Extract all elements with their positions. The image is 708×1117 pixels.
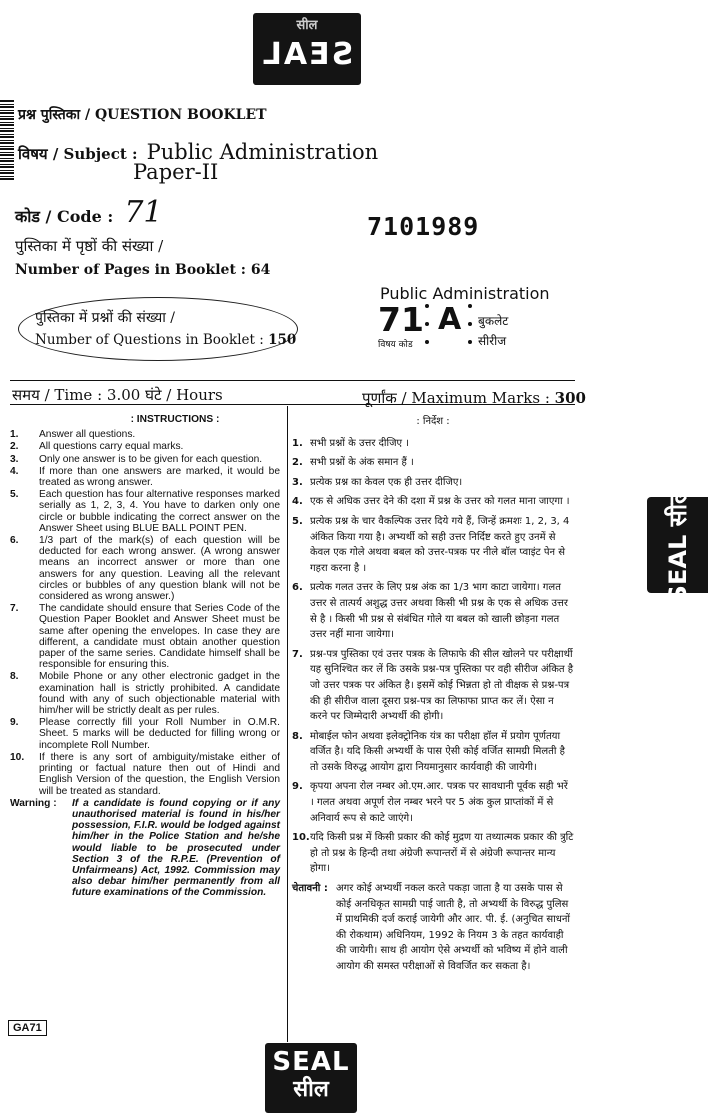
pages-label: Number of Pages in Booklet : (15, 262, 246, 278)
barcode-strip (0, 100, 14, 180)
code-panel-subject: Public Administration (380, 284, 550, 303)
separator-dot (425, 340, 429, 344)
hindi-instruction-item: 2. सभी प्रश्नों के अंक समान हैं । (292, 457, 414, 469)
code-label: कोड / Code : (15, 207, 114, 226)
hindi-warning (292, 881, 574, 975)
hindi-instruction-item: 6. प्रत्येक गलत उत्तर के लिए प्रश्न अंक का 1/3 भाग काटा जायेगा। गलत उत्तर से तात्पर्य अशुद्ध उत्तर अथवा किसी भी प्रश्न के एक से अधिक उत्तर से है । किसी भी प्रश्न से संबंधित गोले या बबल को खाली छोड़ना गलत उत्तर नहीं माना जायेगा। (292, 582, 569, 641)
hindi-instruction-item: 1. सभी प्रश्नों के उत्तर दीजिए । (292, 437, 410, 449)
code-line (15, 195, 163, 230)
divider (10, 380, 575, 381)
instruction-item: 3. Only one answer is to be given for each question. (10, 453, 263, 465)
separator-dot (468, 304, 472, 308)
questions-label-hindi: पुस्तिका में प्रश्नों की संख्या / (35, 310, 175, 326)
time-value: 3.00 घंटे / Hours (106, 386, 223, 404)
booklet-hindi-label: बुकलेट (478, 314, 509, 328)
hindi-warning-label: चेतावनी : (292, 883, 328, 895)
pages-label-hindi: पुस्तिका में पृष्ठों की संख्या / (15, 237, 164, 255)
footer-code: GA71 (8, 1020, 47, 1036)
code-panel-code: 71 (378, 300, 424, 339)
serial-number: 7101989 (367, 212, 480, 241)
questions-label-english (35, 332, 296, 348)
code-panel-series: A (438, 302, 462, 337)
instruction-item: 9. Please correctly fill your Roll Number in O.M.R. Sheet. 5 marks will be deducted for filling wrong or incomplete Roll Number. (10, 717, 280, 751)
hindi-instruction-item: 4. एक से अधिक उत्तर देने की दशा में प्रश्न के उत्तर को गलत माना जाएगा । (292, 496, 570, 508)
subject-label: विषय / Subject : (18, 145, 138, 163)
hindi-instruction-item: 7. प्रश्न-पत्र पुस्तिका एवं उत्तर पत्रक के लिफाफे की सील खोलने पर परीक्षार्थी यह सुनिश्चित कर लें कि उसके प्रश्न-पत्र पुस्तिका पर वही सीरीज अंकित है जो उत्तर पत्रक पर अंकित है। इसमें कोई भिन्नता हो तो वीक्षक से प्रश्न-पत्र की ही सीरीज वाला दूसरा प्रश्न-पत्र का लिफाफा प्राप्त कर लें। ऐसा न करने पर जिम्मेदारी अभ्यर्थी की होगी। (292, 648, 574, 723)
hindi-instruction-item: 8. मोबाईल फोन अथवा इलेक्ट्रोनिक यंत्र का परीक्षा हॉल में प्रयोग पूर्णतया वर्जित है। यदि किसी अभ्यर्थी के पास ऐसी कोई वर्जित सामग्री मिलती है तो उसके विरुद्ध आयोग द्वारा नियमानुसार कार्यवाही की जायेगी। (292, 730, 565, 773)
instruction-item: 4. If more than one answers are marked, it would be treated as wrong answer. (10, 465, 280, 489)
code-value: 71 (124, 195, 163, 230)
separator-dot (425, 322, 429, 326)
instructions-hindi (292, 414, 574, 975)
instructions-english (10, 414, 280, 899)
booklet-label: प्रश्न पुस्तिका / QUESTION BOOKLET (18, 107, 267, 123)
seal-stamp-bottom (265, 1043, 357, 1113)
instruction-item: 6. 1/3 part of the mark(s) of each question will be deducted for each wrong answer. (A wrong answer means an incorrect answer or more than one answers for any question. Leaving all the relevant circles or bubbles of any question blank will not be considered as wrong answer.) (10, 535, 280, 603)
warning-text: If a candidate is found copying or if any unauthorised material is found in his/her possession, F.I.R. would be lodged against him/her in the Police Station and he/she would liable to be prosecuted under Section 3 of the R.P.E. (Prevention of Unfairmeans) Act, 1992. Commission may also debar him/her permanently from all future examinations of the Commission. (72, 797, 280, 899)
pages-label-english (15, 262, 270, 278)
hindi-instruction-item: 3. प्रत्येक प्रश्न का केवल एक ही उत्तर दीजिए। (292, 476, 463, 488)
marks-label: पूर्णांक / Maximum Marks : (362, 389, 550, 407)
questions-label: Number of Questions in Booklet : (35, 332, 264, 348)
series-hindi-label: सीरीज (478, 334, 507, 348)
separator-dot (468, 340, 472, 344)
instruction-item: 1. Answer all questions. (10, 429, 136, 441)
subject-code-hindi-label: विषय कोड (378, 340, 413, 350)
separator-dot (468, 322, 472, 326)
hindi-instruction-item: 10. यदि किसी प्रश्न में किसी प्रकार की कोई मुद्रण या तथ्यात्मक प्रकार की त्रुटि हो तो प्रश्न के हिन्दी तथा अंग्रेजी रूपान्तरों में से अंग्रेजी रूपान्तर मान्य होगा। (292, 832, 574, 875)
marks-value: 300 (554, 389, 586, 407)
seal-stamp-side (647, 487, 708, 603)
instruction-item: 2. All questions carry equal marks. (10, 441, 184, 453)
instructions-title: : INSTRUCTIONS : (130, 414, 220, 425)
hindi-instruction-item: 5. प्रत्येक प्रश्न के चार वैकल्पिक उत्तर दिये गये हैं, जिन्हें क्रमशः 1, 2, 3, 4 अंकित किया गया है। अभ्यर्थी को सही उत्तर निर्दिष्ट करते हुए उनमें से केवल एक गोले अथवा बबल को उत्तर-पत्रक पर नीले बॉल प्वाइंट पेन से गहरा करना है । (292, 515, 570, 574)
seal-hindi: सील (293, 1077, 329, 1102)
separator-dot (425, 304, 429, 308)
time-label: समय / Time : (12, 386, 103, 404)
seal-stamp-top (253, 13, 361, 85)
subject-value: Public Administration (146, 140, 379, 164)
paper-name: Paper-II (133, 160, 219, 184)
marks-line (362, 388, 586, 408)
seal-english: SEAL (260, 37, 354, 72)
instruction-item: 5. Each question has four alternative responses marked serially as 1, 2, 3, 4. You have to darken only one circle or bubble indicating the correct answer on the Answer Sheet using BLUE BALL POINT PEN. (10, 489, 280, 534)
instruction-item: 10. If there is any sort of ambiguity/mistake either of printing or factual nature then out of Hindi and English Version of the question, the English Version will be treated as standard. (10, 751, 280, 797)
column-divider (287, 406, 288, 1042)
hindi-warning-text: अगर कोई अभ्यर्थी नकल करते पकड़ा जाता है या उसके पास से कोई अनधिकृत सामग्री पाई जाती है, तो अभ्यर्थी के विरुद्ध पुलिस में प्राथमिकी दर्ज कराई जायेगी और आर. पी. ई. (अनुचित साधनों की रोकथाम) अधिनियम, 1992 के नियम 3 के तहत कार्यवाही की जायेगी। साथ ही आयोग ऐसे अभ्यर्थी को भविष्य में होने वाली आयोग की समस्त परीक्षाओं से विवर्जित कर सकता है। (336, 883, 571, 972)
hindi-instruction-item: 9. कृपया अपना रोल नम्बर ओ.एम.आर. पत्रक पर सावधानी पूर्वक सही भरें । गलत अथवा अपूर्ण रोल नम्बर भरने पर 5 अंक कुल प्राप्तांकों में से अनिवार्य रूप से काटे जाएंगे। (292, 781, 568, 824)
seal-hindi: सील (296, 18, 318, 33)
questions-ellipse (18, 297, 298, 361)
warning (10, 798, 280, 899)
seal-english: SEAL (663, 534, 692, 603)
seal-english: SEAL (272, 1047, 350, 1077)
warning-label: Warning : (10, 797, 57, 809)
questions-value: 150 (268, 332, 297, 348)
hindi-instructions-title: : निर्देश : (416, 416, 450, 427)
instruction-item: 7. The candidate should ensure that Series Code of the Question Paper Booklet and Answer Sheet must be same after opening the envelopes. In case they are different, a candidate must obtain another question paper of the same series. Candidate himself shall be responsible for ensuring this. (10, 603, 280, 671)
divider (10, 404, 575, 405)
time-line (12, 385, 223, 405)
seal-hindi: सील (663, 487, 692, 527)
instruction-item: 8. Mobile Phone or any other electronic gadget in the examination hall is strictly prohibited. A candidate found with any of such objectionable material with him/her will be strictly dealt as per rules. (10, 671, 280, 717)
pages-value: 64 (250, 262, 271, 278)
